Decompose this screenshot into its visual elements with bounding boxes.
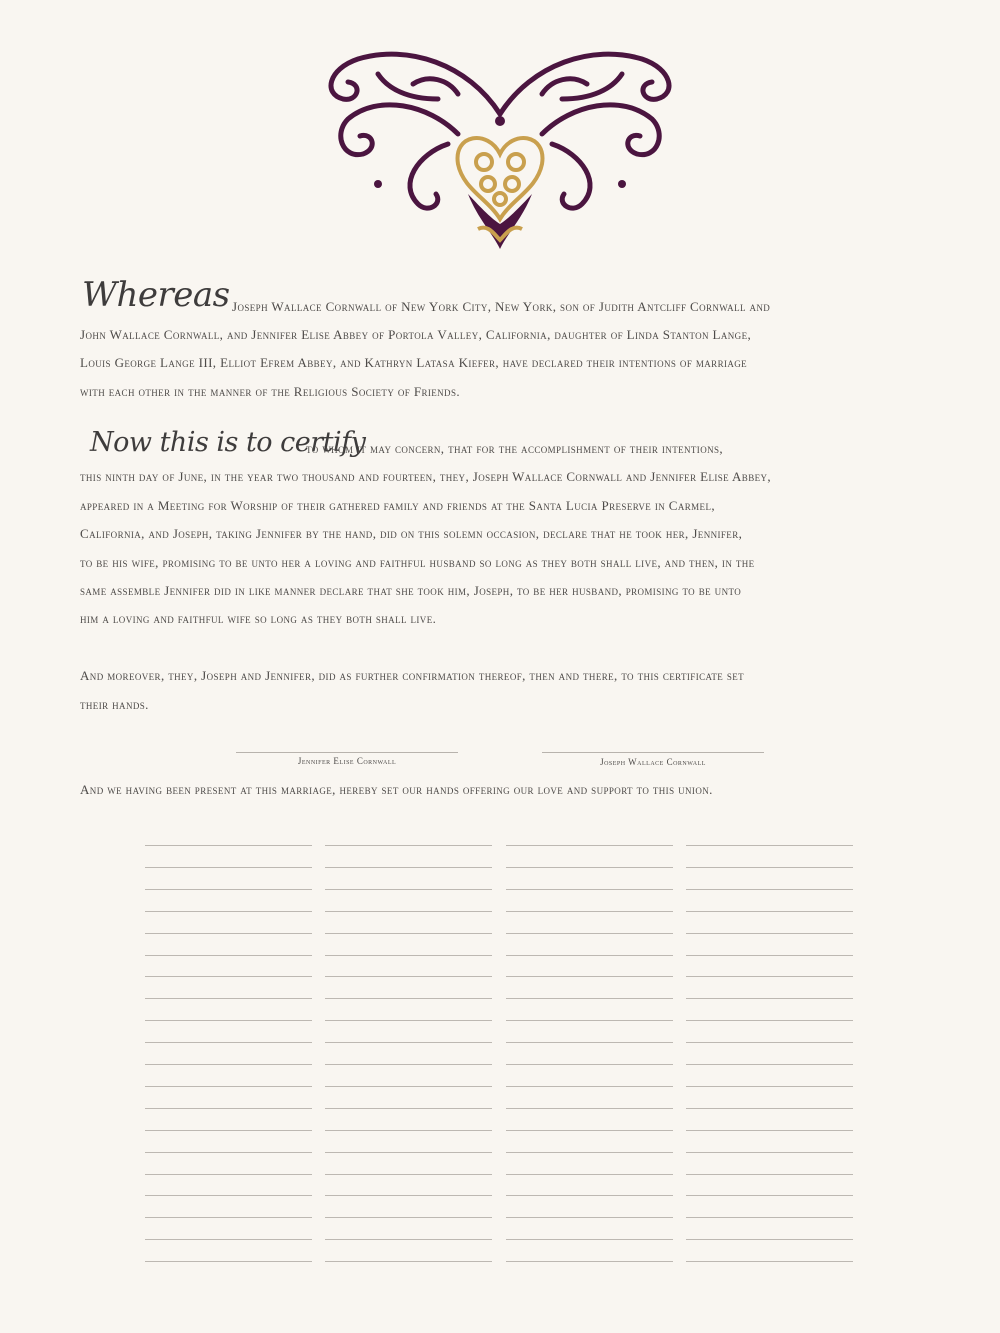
witness-signature-line[interactable] [686,889,853,890]
witness-signature-line[interactable] [145,1261,312,1262]
witness-signature-line[interactable] [686,1086,853,1087]
whereas-heading: Whereas [82,275,230,315]
witness-signature-line[interactable] [145,1042,312,1043]
witness-signature-line[interactable] [325,1152,492,1153]
witness-signature-line[interactable] [686,1261,853,1262]
filigree-heart-ornament-icon [318,44,682,254]
witness-signature-line[interactable] [506,1108,673,1109]
witness-signature-line[interactable] [325,889,492,890]
witness-signature-line[interactable] [145,1108,312,1109]
witness-signature-line[interactable] [325,1020,492,1021]
witness-signature-line[interactable] [686,976,853,977]
witness-signature-line[interactable] [506,1217,673,1218]
witness-signature-line[interactable] [145,955,312,956]
witness-signature-line[interactable] [145,911,312,912]
witness-signature-line[interactable] [506,976,673,977]
witness-signature-line[interactable] [506,911,673,912]
witness-signature-line[interactable] [506,1130,673,1131]
witness-signature-line[interactable] [506,845,673,846]
witness-signature-line[interactable] [686,867,853,868]
witness-signature-line[interactable] [686,845,853,846]
witness-signature-line[interactable] [686,998,853,999]
certify-line-1: to whom it may concern, that for the accomplishment of their intentions, [306,441,724,456]
bride-signature-line[interactable] [236,752,458,753]
witness-signature-line[interactable] [145,845,312,846]
witness-signature-line[interactable] [145,1130,312,1131]
witness-signature-line[interactable] [145,1020,312,1021]
witness-signature-line[interactable] [145,1195,312,1196]
witness-signature-line[interactable] [506,1174,673,1175]
witness-signature-line[interactable] [506,1195,673,1196]
groom-signature-label: Joseph Wallace Cornwall [600,757,706,767]
witness-signature-line[interactable] [686,1239,853,1240]
witness-signature-line[interactable] [325,1195,492,1196]
witness-signature-line[interactable] [686,955,853,956]
witness-signature-line[interactable] [325,1261,492,1262]
certify-line-7: him a loving and faithful wife so long as they both shall live. [80,611,437,626]
moreover-line-2: their hands. [80,697,149,712]
certify-line-3: appeared in a Meeting for Worship of their gathered family and friends at the Santa Lucia Preserve in Carmel, [80,498,716,513]
witness-signature-line[interactable] [686,1195,853,1196]
witness-signature-line[interactable] [686,933,853,934]
whereas-line-3: Louis George Lange III, Elliot Efrem Abbey, and Kathryn Latasa Kiefer, have declared their intentions of marriage [80,355,748,370]
witness-signature-line[interactable] [325,1239,492,1240]
witness-signature-line[interactable] [145,867,312,868]
witness-signature-line[interactable] [145,1217,312,1218]
witness-signature-line[interactable] [325,1064,492,1065]
witness-signature-line[interactable] [506,1152,673,1153]
witness-signature-line[interactable] [686,1108,853,1109]
witness-signature-line[interactable] [686,1174,853,1175]
witness-signature-line[interactable] [325,998,492,999]
groom-signature-line[interactable] [542,752,764,753]
witness-signature-line[interactable] [506,955,673,956]
witness-statement: And we having been present at this marriage, hereby set our hands offering our love and support to this union. [80,782,713,797]
certify-line-5: to be his wife, promising to be unto her a loving and faithful husband so long as they both shall live, and then, in the [80,555,755,570]
certify-line-2: this ninth day of June, in the year two thousand and fourteen, they, Joseph Wallace Cornwall and Jennifer Elise Abbey, [80,469,772,484]
witness-signature-line[interactable] [506,1064,673,1065]
whereas-line-2: John Wallace Cornwall, and Jennifer Elise Abbey of Portola Valley, California, daughter of Linda Stanton Lange, [80,327,752,342]
witness-signature-line[interactable] [145,976,312,977]
witness-signature-line[interactable] [325,955,492,956]
witness-signature-line[interactable] [506,933,673,934]
witness-signature-line[interactable] [686,1152,853,1153]
certify-heading: Now this is to certify [90,427,366,458]
bride-signature-label: Jennifer Elise Cornwall [297,756,397,766]
witness-signature-line[interactable] [325,867,492,868]
witness-signature-line[interactable] [686,1130,853,1131]
witness-signature-line[interactable] [145,1239,312,1240]
witness-signature-line[interactable] [506,1086,673,1087]
witness-signature-line[interactable] [325,1042,492,1043]
witness-signature-line[interactable] [686,1064,853,1065]
witness-signature-line[interactable] [145,1064,312,1065]
witness-signature-line[interactable] [145,1174,312,1175]
witness-signature-line[interactable] [506,867,673,868]
certify-line-4: California, and Joseph, taking Jennifer by the hand, did on this solemn occasion, declare that he took her, Jennifer, [80,526,743,541]
witness-signature-line[interactable] [325,976,492,977]
witness-signature-line[interactable] [686,1042,853,1043]
witness-signature-line[interactable] [145,1152,312,1153]
whereas-line-4: with each other in the manner of the Religious Society of Friends. [80,384,461,399]
witness-signature-line[interactable] [506,1020,673,1021]
witness-signature-line[interactable] [506,1261,673,1262]
witness-signature-line[interactable] [506,1042,673,1043]
witness-signature-line[interactable] [145,933,312,934]
witness-signature-line[interactable] [506,998,673,999]
witness-signature-line[interactable] [325,911,492,912]
whereas-line-1: Joseph Wallace Cornwall of New York City, New York, son of Judith Antcliff Cornwall and [232,299,771,314]
witness-signature-line[interactable] [145,998,312,999]
witness-signature-line[interactable] [686,1217,853,1218]
witness-signature-line[interactable] [686,1020,853,1021]
witness-signature-line[interactable] [325,1086,492,1087]
witness-signature-line[interactable] [686,911,853,912]
witness-signature-line[interactable] [325,1217,492,1218]
witness-signature-line[interactable] [145,889,312,890]
witness-signature-line[interactable] [325,1130,492,1131]
witness-signature-line[interactable] [506,1239,673,1240]
witness-signature-line[interactable] [145,1086,312,1087]
witness-signature-line[interactable] [325,933,492,934]
witness-signature-line[interactable] [325,845,492,846]
certify-line-6: same assemble Jennifer did in like manner declare that she took him, Joseph, to be her husband, promising to be unto [80,583,742,598]
witness-signature-line[interactable] [506,889,673,890]
moreover-line-1: And moreover, they, Joseph and Jennifer, did as further confirmation thereof, then and there, to this certificate set [80,668,745,683]
witness-signature-line[interactable] [325,1108,492,1109]
witness-signature-line[interactable] [325,1174,492,1175]
